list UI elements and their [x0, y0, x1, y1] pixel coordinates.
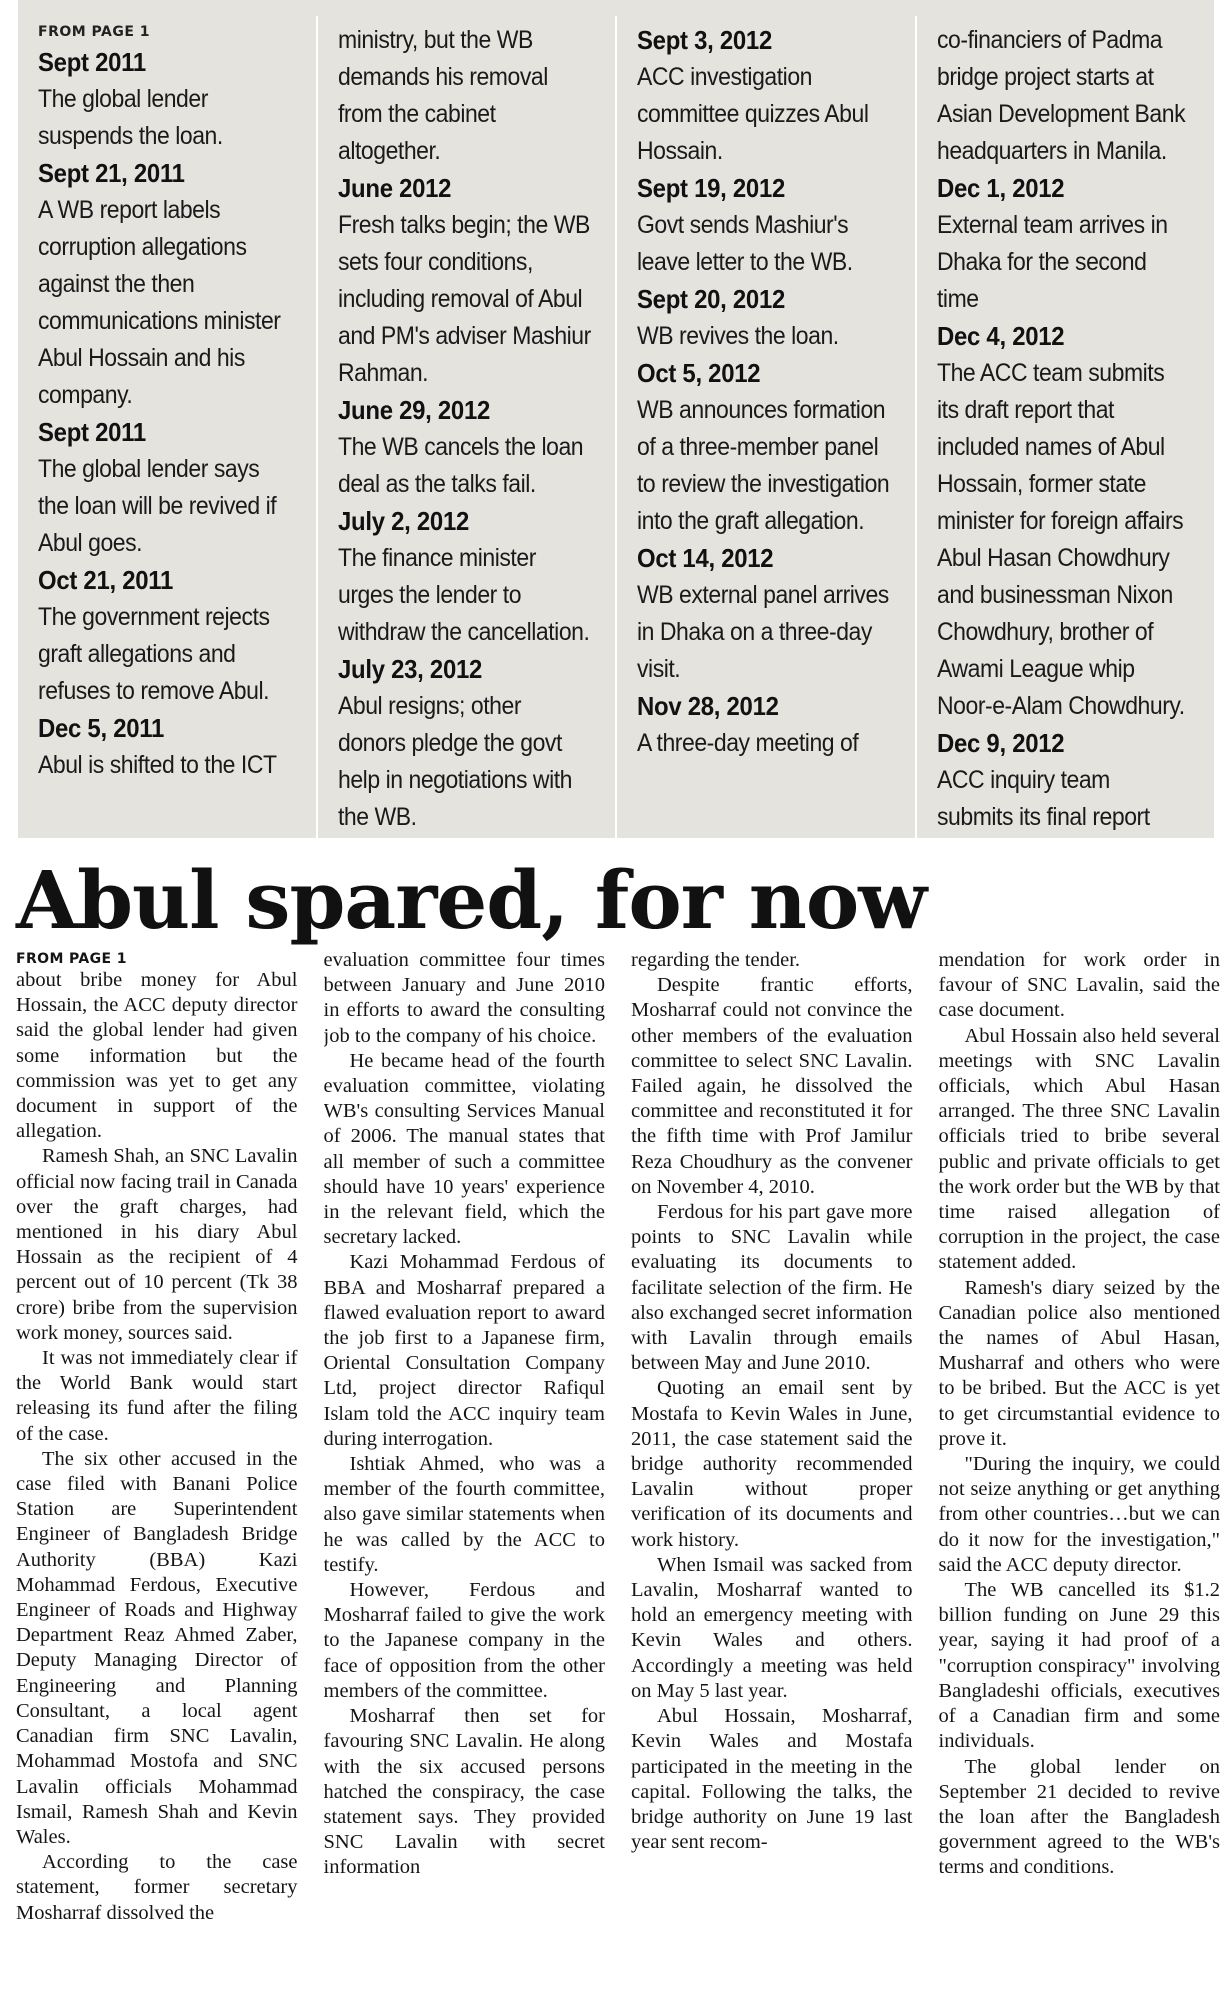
article-paragraph: However, Ferdous and Mosharraf failed to give the work to the Japanese company in the face of opposition from the other members of the committee.	[323, 1579, 605, 1702]
timeline-column	[615, 16, 915, 838]
timeline-entry	[338, 503, 594, 651]
timeline-date: Sept 21, 2011	[38, 158, 185, 188]
timeline-entry	[637, 688, 893, 762]
article-paragraph: "During the inquiry, we could not seize anything or get anything from other countries…but we can do it now for the investigation," said the ACC deputy director.	[938, 1453, 1220, 1576]
timeline-text: A WB report labels corruption allegations against the then communications minister Abul Hossain and his company.	[38, 196, 281, 409]
article-paragraph: When Ismail was sacked from Lavalin, Mosharraf wanted to hold an emergency meeting with Kevin Wales and others. Accordingly a meeting was held on May 5 last year.	[631, 1553, 913, 1702]
timeline-date: Sept 20, 2012	[637, 284, 786, 314]
article-paragraph: The global lender on September 21 decided to revive the loan after the Bangladesh government agreed to the WB's terms and conditions.	[938, 1755, 1220, 1879]
timeline-text: WB revives the loan.	[637, 322, 839, 350]
timeline-date: Sept 3, 2012	[637, 25, 772, 55]
timeline-entry	[937, 725, 1193, 836]
article-from-label: FROM PAGE 1	[16, 951, 127, 967]
timeline-entry	[637, 170, 893, 281]
timeline-date: Oct 21, 2011	[38, 565, 174, 595]
timeline-date: Oct 14, 2012	[637, 543, 774, 573]
article-column	[324, 948, 606, 2000]
timeline-text: WB announces formation of a three-member panel to review the investigation into the graft allegation.	[637, 396, 890, 535]
article-paragraph: The six other accused in the case filed with Banani Police Station are Superintendent Engineer of Bangladesh Bridge Authority (BBA) Kazi Mohammad Ferdous, Executive Engineer of Roads and Highway Department Reaz Ahmed Zaber, Deputy Managing Director of Engineering and Planning Consultant, a local agent Canadian firm SNC Lavalin, Mohammad Mostofa and SNC Lavalin officials Mohammad Ismail, Ramesh Shah and Kevin Wales.	[16, 1447, 298, 1848]
timeline-date: June 2012	[337, 173, 451, 203]
timeline-text: ministry, but the WB demands his removal from the cabinet altogether.	[337, 26, 548, 165]
article-column	[16, 948, 298, 2000]
article-paragraph: Ramesh's diary seized by the Canadian police also mentioned the names of Abul Hasan, Musharraf and others who were to be bribed. But the ACC is yet to get circumstantial evidence to prove it.	[938, 1276, 1220, 1450]
article-paragraph: According to the case statement, former secretary Mosharraf dissolved the	[16, 1851, 298, 1924]
article-paragraph: The WB cancelled its $1.2 billion funding on June 29 this year, saying it had proof of a "corruption conspiracy" involving Bangladeshi officials, executives of a Canadian firm and some individuals.	[938, 1579, 1220, 1753]
timeline-text: Abul is shifted to the ICT	[38, 751, 277, 779]
timeline-date: Dec 9, 2012	[936, 728, 1064, 758]
timeline-text: co-financiers of Padma bridge project starts at Asian Development Bank headquarters in Manila.	[936, 26, 1185, 165]
article-paragraph: Mosharraf then set for favouring SNC Lavalin. He along with the six accused persons hatched the conspiracy, the case statement says. They provided SNC Lavalin with secret information	[323, 1705, 605, 1879]
timeline-entry	[338, 170, 594, 392]
timeline-date: Dec 1, 2012	[936, 173, 1064, 203]
timeline-box	[18, 0, 1214, 838]
timeline-text: A three-day meeting of	[637, 729, 859, 757]
timeline-entry	[937, 170, 1193, 318]
timeline-text: ACC inquiry team submits its final report	[936, 766, 1150, 831]
timeline-column	[316, 16, 616, 838]
timeline-date: Dec 4, 2012	[936, 321, 1064, 351]
timeline-text: WB external panel arrives in Dhaka on a three-day visit.	[637, 581, 889, 683]
timeline-entry	[937, 22, 1193, 170]
timeline-date: Sept 19, 2012	[637, 173, 786, 203]
timeline-date: Dec 5, 2011	[38, 713, 164, 743]
article-paragraph: Quoting an email sent by Mostafa to Kevin Wales in June, 2011, the case statement said the bridge authority recommended Lavalin without proper verification of its documents and work history.	[631, 1377, 913, 1551]
timeline-date: July 2, 2012	[337, 506, 469, 536]
article-paragraph: regarding the tender.	[631, 949, 801, 971]
timeline-text: Fresh talks begin; the WB sets four conditions, including removal of Abul and PM's adviser Mashiur Rahman.	[337, 211, 591, 387]
article-paragraph: Ishtiak Ahmed, who was a member of the fourth committee, also gave similar statements when he was called by the ACC to testify.	[323, 1453, 605, 1576]
timeline-date: Sept 2011	[38, 417, 146, 447]
article-paragraph: mendation for work order in favour of SNC Lavalin, said the case document.	[938, 949, 1220, 1022]
timeline-date: July 23, 2012	[337, 654, 482, 684]
timeline-entry	[38, 562, 294, 710]
timeline-date: Sept 2011	[38, 47, 146, 77]
timeline-date: Nov 28, 2012	[637, 691, 779, 721]
timeline-column	[18, 16, 316, 838]
timeline-entry	[38, 710, 294, 784]
article-column	[631, 948, 913, 2000]
timeline-entry	[38, 414, 294, 562]
timeline-text: ACC investigation committee quizzes Abul Hossain.	[637, 63, 869, 165]
timeline-entry	[338, 22, 594, 170]
timeline-entry	[637, 540, 893, 688]
article-paragraph: Kazi Mohammad Ferdous of BBA and Mosharraf prepared a flawed evaluation report to award the job first to a Japanese firm, Oriental Consultation Company Ltd, project director Rafiqul Islam told the ACC inquiry team during interrogation.	[323, 1251, 605, 1450]
article-paragraph: It was not immediately clear if the World Bank would start releasing its fund after the filing of the case.	[16, 1347, 298, 1445]
timeline-column	[915, 16, 1215, 838]
article-paragraph: Ramesh Shah, an SNC Lavalin official now facing trail in Canada over the graft charges, had mentioned in his diary Abul Hossain as the recipient of 4 percent out of 10 percent (Tk 38 crore) bribe from the supervision work money, sources said.	[16, 1145, 298, 1344]
timeline-text: The government rejects graft allegations and refuses to remove Abul.	[38, 603, 270, 705]
timeline-text: Govt sends Mashiur's leave letter to the WB.	[637, 211, 853, 276]
article-paragraph: Despite frantic efforts, Mosharraf could not convince the other members of the evaluation committee to select SNC Lavalin. Failed again, he dissolved the committee and reconstituted it for the fifth time with Prof Jamilur Reza Choudhury as the convener on November 4, 2010.	[631, 974, 913, 1198]
timeline-text: The ACC team submits its draft report that included names of Abul Hossain, former state minister for foreign affairs Abul Hasan Chowdhury and businessman Nixon Chowdhury, brother of Awami League whip Noor-e-Alam Chowdhury.	[936, 359, 1185, 720]
timeline-entry	[637, 355, 893, 540]
article-paragraph: about bribe money for Abul Hossain, the ACC deputy director said the global lender had given some information but the commission was yet to get any document in support of the allegation.	[16, 969, 298, 1143]
timeline-text: The global lender suspends the loan.	[38, 85, 223, 150]
timeline-from-label: FROM PAGE 1	[38, 24, 151, 40]
article-column	[939, 948, 1221, 2000]
timeline-entry	[38, 44, 294, 155]
article-body	[16, 948, 1220, 2000]
timeline-text: External team arrives in Dhaka for the second time	[936, 211, 1168, 313]
timeline-entry	[637, 22, 893, 170]
timeline-text: The global lender says the loan will be revived if Abul goes.	[38, 455, 277, 557]
timeline-text: The WB cancels the loan deal as the talks fail.	[337, 433, 583, 498]
article-paragraph: evaluation committee four times between January and June 2010 in efforts to award the consulting job to the company of his choice.	[323, 949, 605, 1047]
timeline-text: Abul resigns; other donors pledge the govt help in negotiations with the WB.	[337, 692, 572, 831]
timeline-entry	[937, 318, 1193, 725]
timeline-date: Oct 5, 2012	[637, 358, 761, 388]
timeline-entry	[38, 155, 294, 414]
timeline-entry	[338, 651, 594, 836]
timeline-date: June 29, 2012	[337, 395, 490, 425]
timeline-entry	[338, 392, 594, 503]
article-paragraph: Ferdous for his part gave more points to SNC Lavalin while evaluating its documents to facilitate selection of the firm. He also exchanged secret information with Lavalin through emails between May and June 2010.	[631, 1201, 913, 1375]
timeline-entry	[637, 281, 893, 355]
timeline-text: The finance minister urges the lender to withdraw the cancellation.	[337, 544, 589, 646]
article-paragraph: Abul Hossain also held several meetings with SNC Lavalin officials, which Abul Hasan arranged. The three SNC Lavalin officials tried to bribe several public and private officials to get the work order but the WB by that time raised allegation of corruption in the project, the case statement added.	[938, 1024, 1220, 1274]
headline: Abul spared, for now	[16, 853, 927, 947]
article-paragraph: Abul Hossain, Mosharraf, Kevin Wales and Mostafa participated in the meeting in the capital. Following the talks, the bridge authority on June 19 last year sent recom-	[631, 1705, 913, 1854]
article-paragraph: He became head of the fourth evaluation committee, violating WB's consulting Services Manual of 2006. The manual states that all member of such a committee should have 10 years' experience in the relevant field, which the secretary lacked.	[323, 1049, 605, 1249]
